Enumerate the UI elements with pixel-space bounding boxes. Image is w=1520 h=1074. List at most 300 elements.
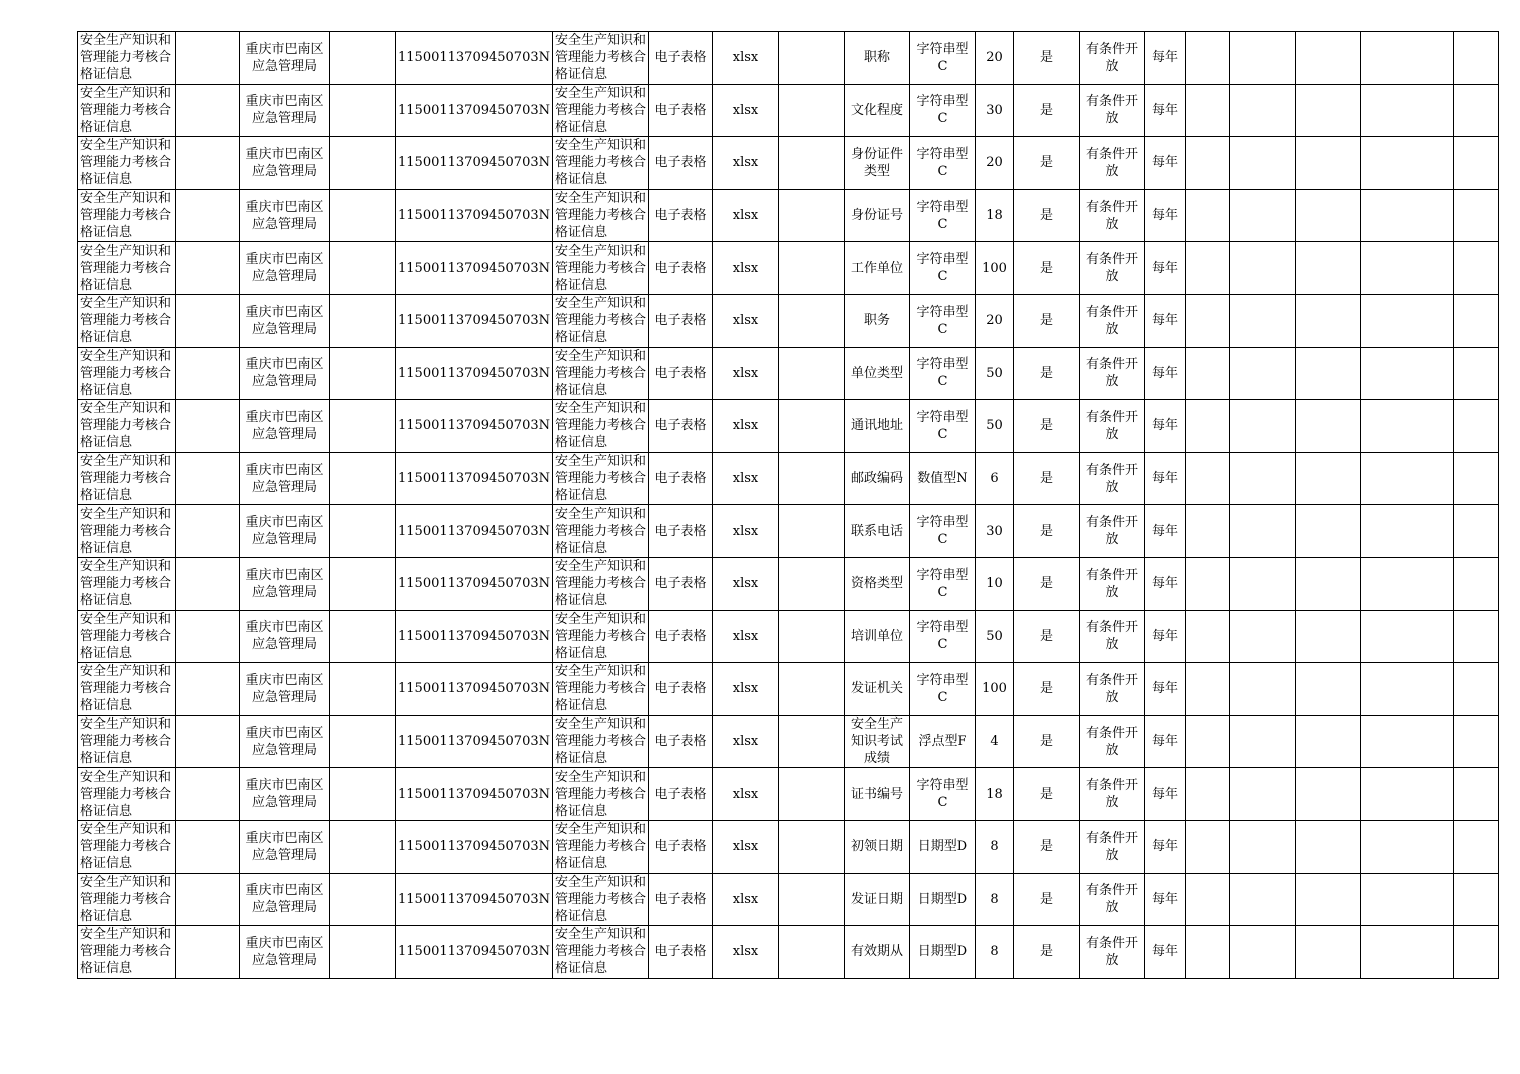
cell-empty	[778, 294, 844, 347]
cell-format: 电子表格	[648, 873, 712, 926]
cell-empty	[1185, 84, 1229, 137]
cell-empty	[778, 137, 844, 190]
cell-empty	[1453, 189, 1498, 242]
cell-update-frequency: 每年	[1144, 926, 1185, 979]
cell-update-frequency: 每年	[1144, 400, 1185, 453]
cell-open-type: 有条件开放	[1079, 557, 1144, 610]
cell-department: 重庆市巴南区应急管理局	[240, 715, 330, 768]
cell-empty	[778, 347, 844, 400]
cell-empty	[1295, 137, 1360, 190]
table-row	[78, 715, 1499, 768]
cell-field-name: 职务	[844, 294, 909, 347]
cell-empty	[1229, 715, 1295, 768]
cell-resource-name: 安全生产知识和管理能力考核合格证信息	[552, 294, 648, 347]
cell-extension: xlsx	[712, 294, 778, 347]
cell-org-code: 11500113709450703N	[396, 137, 553, 190]
cell-length: 10	[975, 557, 1013, 610]
cell-resource-name: 安全生产知识和管理能力考核合格证信息	[552, 242, 648, 295]
cell-data-type: 字符串型C	[909, 84, 975, 137]
cell-required: 是	[1013, 610, 1079, 663]
cell-info-item: 安全生产知识和管理能力考核合格证信息	[78, 84, 176, 137]
cell-field-name: 身份证号	[844, 189, 909, 242]
cell-empty	[330, 452, 396, 505]
cell-format: 电子表格	[648, 242, 712, 295]
cell-format: 电子表格	[648, 400, 712, 453]
cell-extension: xlsx	[712, 189, 778, 242]
cell-empty	[176, 32, 240, 85]
cell-empty	[1185, 294, 1229, 347]
cell-empty	[1453, 610, 1498, 663]
cell-field-name: 通讯地址	[844, 400, 909, 453]
cell-empty	[1229, 32, 1295, 85]
cell-empty	[778, 663, 844, 716]
cell-length: 100	[975, 663, 1013, 716]
cell-empty	[1453, 242, 1498, 295]
cell-empty	[1360, 32, 1453, 85]
cell-department: 重庆市巴南区应急管理局	[240, 189, 330, 242]
cell-open-type: 有条件开放	[1079, 768, 1144, 821]
cell-empty	[330, 820, 396, 873]
table-row	[78, 137, 1499, 190]
cell-update-frequency: 每年	[1144, 242, 1185, 295]
cell-length: 18	[975, 189, 1013, 242]
cell-empty	[778, 873, 844, 926]
cell-field-name: 身份证件类型	[844, 137, 909, 190]
cell-field-name: 培训单位	[844, 610, 909, 663]
cell-empty	[1185, 452, 1229, 505]
cell-empty	[1453, 926, 1498, 979]
cell-empty	[1453, 400, 1498, 453]
cell-info-item: 安全生产知识和管理能力考核合格证信息	[78, 452, 176, 505]
cell-empty	[176, 820, 240, 873]
cell-empty	[1360, 820, 1453, 873]
cell-open-type: 有条件开放	[1079, 873, 1144, 926]
cell-empty	[1453, 294, 1498, 347]
cell-empty	[778, 610, 844, 663]
cell-empty	[176, 452, 240, 505]
cell-length: 4	[975, 715, 1013, 768]
cell-empty	[1360, 400, 1453, 453]
cell-empty	[1185, 400, 1229, 453]
cell-department: 重庆市巴南区应急管理局	[240, 610, 330, 663]
cell-empty	[1185, 926, 1229, 979]
cell-required: 是	[1013, 768, 1079, 821]
cell-update-frequency: 每年	[1144, 32, 1185, 85]
cell-empty	[1229, 242, 1295, 295]
cell-empty	[1295, 820, 1360, 873]
cell-empty	[1453, 84, 1498, 137]
cell-empty	[1360, 294, 1453, 347]
cell-length: 30	[975, 505, 1013, 558]
cell-format: 电子表格	[648, 347, 712, 400]
cell-required: 是	[1013, 557, 1079, 610]
cell-empty	[176, 663, 240, 716]
cell-info-item: 安全生产知识和管理能力考核合格证信息	[78, 926, 176, 979]
cell-org-code: 11500113709450703N	[396, 452, 553, 505]
cell-empty	[330, 663, 396, 716]
table-row	[78, 189, 1499, 242]
cell-empty	[778, 557, 844, 610]
cell-info-item: 安全生产知识和管理能力考核合格证信息	[78, 557, 176, 610]
cell-empty	[330, 610, 396, 663]
cell-open-type: 有条件开放	[1079, 505, 1144, 558]
cell-field-name: 资格类型	[844, 557, 909, 610]
cell-field-name: 安全生产知识考试成绩	[844, 715, 909, 768]
cell-length: 8	[975, 820, 1013, 873]
cell-required: 是	[1013, 137, 1079, 190]
cell-empty	[1453, 347, 1498, 400]
cell-department: 重庆市巴南区应急管理局	[240, 926, 330, 979]
cell-empty	[1360, 610, 1453, 663]
cell-field-name: 邮政编码	[844, 452, 909, 505]
cell-empty	[1229, 610, 1295, 663]
cell-empty	[1295, 400, 1360, 453]
cell-empty	[176, 84, 240, 137]
cell-empty	[1185, 505, 1229, 558]
cell-org-code: 11500113709450703N	[396, 294, 553, 347]
cell-empty	[176, 557, 240, 610]
cell-open-type: 有条件开放	[1079, 84, 1144, 137]
cell-empty	[176, 347, 240, 400]
cell-department: 重庆市巴南区应急管理局	[240, 294, 330, 347]
cell-data-type: 字符串型C	[909, 663, 975, 716]
cell-field-name: 职称	[844, 32, 909, 85]
cell-extension: xlsx	[712, 242, 778, 295]
cell-data-type: 日期型D	[909, 873, 975, 926]
cell-org-code: 11500113709450703N	[396, 663, 553, 716]
table-body	[78, 32, 1499, 979]
cell-empty	[1229, 663, 1295, 716]
cell-empty	[1295, 189, 1360, 242]
cell-field-name: 文化程度	[844, 84, 909, 137]
cell-empty	[1295, 347, 1360, 400]
cell-empty	[330, 873, 396, 926]
cell-info-item: 安全生产知识和管理能力考核合格证信息	[78, 137, 176, 190]
cell-length: 8	[975, 873, 1013, 926]
cell-empty	[176, 242, 240, 295]
cell-format: 电子表格	[648, 926, 712, 979]
cell-extension: xlsx	[712, 505, 778, 558]
cell-empty	[330, 715, 396, 768]
cell-empty	[1453, 715, 1498, 768]
cell-required: 是	[1013, 452, 1079, 505]
cell-empty	[1295, 926, 1360, 979]
cell-empty	[778, 32, 844, 85]
cell-empty	[778, 926, 844, 979]
cell-empty	[1360, 189, 1453, 242]
cell-empty	[1295, 294, 1360, 347]
cell-required: 是	[1013, 400, 1079, 453]
cell-data-type: 日期型D	[909, 926, 975, 979]
cell-empty	[1229, 452, 1295, 505]
cell-org-code: 11500113709450703N	[396, 557, 553, 610]
cell-empty	[1453, 32, 1498, 85]
cell-open-type: 有条件开放	[1079, 32, 1144, 85]
cell-format: 电子表格	[648, 768, 712, 821]
cell-field-name: 发证机关	[844, 663, 909, 716]
cell-length: 8	[975, 926, 1013, 979]
cell-empty	[330, 557, 396, 610]
cell-required: 是	[1013, 663, 1079, 716]
cell-update-frequency: 每年	[1144, 84, 1185, 137]
cell-data-type: 字符串型C	[909, 400, 975, 453]
cell-org-code: 11500113709450703N	[396, 189, 553, 242]
cell-empty	[176, 873, 240, 926]
cell-update-frequency: 每年	[1144, 137, 1185, 190]
cell-empty	[1453, 505, 1498, 558]
cell-length: 20	[975, 32, 1013, 85]
cell-update-frequency: 每年	[1144, 820, 1185, 873]
cell-empty	[1453, 820, 1498, 873]
cell-open-type: 有条件开放	[1079, 189, 1144, 242]
table-row	[78, 452, 1499, 505]
cell-empty	[330, 137, 396, 190]
cell-empty	[1229, 84, 1295, 137]
table-row	[78, 610, 1499, 663]
cell-empty	[176, 189, 240, 242]
cell-update-frequency: 每年	[1144, 347, 1185, 400]
cell-department: 重庆市巴南区应急管理局	[240, 820, 330, 873]
cell-length: 100	[975, 242, 1013, 295]
cell-resource-name: 安全生产知识和管理能力考核合格证信息	[552, 557, 648, 610]
cell-format: 电子表格	[648, 452, 712, 505]
cell-extension: xlsx	[712, 400, 778, 453]
cell-info-item: 安全生产知识和管理能力考核合格证信息	[78, 347, 176, 400]
cell-field-name: 证书编号	[844, 768, 909, 821]
cell-info-item: 安全生产知识和管理能力考核合格证信息	[78, 294, 176, 347]
cell-required: 是	[1013, 189, 1079, 242]
cell-format: 电子表格	[648, 294, 712, 347]
cell-field-name: 初领日期	[844, 820, 909, 873]
cell-extension: xlsx	[712, 557, 778, 610]
cell-field-name: 单位类型	[844, 347, 909, 400]
cell-empty	[778, 820, 844, 873]
cell-empty	[1185, 610, 1229, 663]
cell-extension: xlsx	[712, 84, 778, 137]
cell-format: 电子表格	[648, 84, 712, 137]
cell-empty	[1360, 137, 1453, 190]
cell-empty	[330, 347, 396, 400]
cell-org-code: 11500113709450703N	[396, 400, 553, 453]
cell-org-code: 11500113709450703N	[396, 768, 553, 821]
table-row	[78, 768, 1499, 821]
cell-resource-name: 安全生产知识和管理能力考核合格证信息	[552, 347, 648, 400]
cell-format: 电子表格	[648, 189, 712, 242]
cell-length: 6	[975, 452, 1013, 505]
cell-empty	[1185, 189, 1229, 242]
table-row	[78, 400, 1499, 453]
cell-required: 是	[1013, 242, 1079, 295]
cell-open-type: 有条件开放	[1079, 610, 1144, 663]
cell-empty	[1360, 242, 1453, 295]
cell-extension: xlsx	[712, 347, 778, 400]
cell-data-type: 数值型N	[909, 452, 975, 505]
cell-org-code: 11500113709450703N	[396, 84, 553, 137]
cell-data-type: 浮点型F	[909, 715, 975, 768]
cell-resource-name: 安全生产知识和管理能力考核合格证信息	[552, 610, 648, 663]
cell-empty	[330, 505, 396, 558]
cell-data-type: 字符串型C	[909, 242, 975, 295]
table-row	[78, 926, 1499, 979]
cell-empty	[1229, 768, 1295, 821]
table-row	[78, 557, 1499, 610]
cell-data-type: 字符串型C	[909, 610, 975, 663]
cell-resource-name: 安全生产知识和管理能力考核合格证信息	[552, 452, 648, 505]
cell-empty	[1453, 768, 1498, 821]
cell-resource-name: 安全生产知识和管理能力考核合格证信息	[552, 715, 648, 768]
cell-empty	[1295, 610, 1360, 663]
cell-required: 是	[1013, 32, 1079, 85]
cell-open-type: 有条件开放	[1079, 715, 1144, 768]
cell-resource-name: 安全生产知识和管理能力考核合格证信息	[552, 768, 648, 821]
cell-empty	[1295, 32, 1360, 85]
cell-empty	[176, 610, 240, 663]
cell-format: 电子表格	[648, 663, 712, 716]
cell-open-type: 有条件开放	[1079, 294, 1144, 347]
cell-update-frequency: 每年	[1144, 715, 1185, 768]
cell-info-item: 安全生产知识和管理能力考核合格证信息	[78, 768, 176, 821]
cell-format: 电子表格	[648, 32, 712, 85]
cell-length: 30	[975, 84, 1013, 137]
cell-required: 是	[1013, 84, 1079, 137]
cell-info-item: 安全生产知识和管理能力考核合格证信息	[78, 400, 176, 453]
cell-empty	[330, 926, 396, 979]
cell-required: 是	[1013, 926, 1079, 979]
cell-empty	[1295, 768, 1360, 821]
cell-required: 是	[1013, 347, 1079, 400]
cell-empty	[330, 242, 396, 295]
cell-empty	[1360, 873, 1453, 926]
cell-update-frequency: 每年	[1144, 505, 1185, 558]
cell-empty	[330, 32, 396, 85]
cell-department: 重庆市巴南区应急管理局	[240, 32, 330, 85]
cell-open-type: 有条件开放	[1079, 242, 1144, 295]
cell-empty	[1295, 715, 1360, 768]
cell-update-frequency: 每年	[1144, 452, 1185, 505]
cell-empty	[1453, 663, 1498, 716]
cell-data-type: 字符串型C	[909, 768, 975, 821]
cell-org-code: 11500113709450703N	[396, 610, 553, 663]
cell-empty	[176, 768, 240, 821]
table-row	[78, 663, 1499, 716]
cell-empty	[1360, 347, 1453, 400]
cell-empty	[330, 294, 396, 347]
cell-empty	[1360, 557, 1453, 610]
cell-required: 是	[1013, 505, 1079, 558]
cell-org-code: 11500113709450703N	[396, 32, 553, 85]
cell-org-code: 11500113709450703N	[396, 926, 553, 979]
cell-empty	[1185, 873, 1229, 926]
cell-empty	[778, 715, 844, 768]
cell-info-item: 安全生产知识和管理能力考核合格证信息	[78, 505, 176, 558]
data-table	[77, 31, 1499, 979]
cell-empty	[1453, 873, 1498, 926]
cell-format: 电子表格	[648, 610, 712, 663]
cell-resource-name: 安全生产知识和管理能力考核合格证信息	[552, 926, 648, 979]
cell-length: 50	[975, 347, 1013, 400]
cell-empty	[1360, 663, 1453, 716]
cell-empty	[1295, 242, 1360, 295]
cell-format: 电子表格	[648, 137, 712, 190]
cell-extension: xlsx	[712, 715, 778, 768]
cell-extension: xlsx	[712, 926, 778, 979]
cell-empty	[330, 84, 396, 137]
cell-empty	[1360, 926, 1453, 979]
cell-extension: xlsx	[712, 137, 778, 190]
cell-extension: xlsx	[712, 452, 778, 505]
cell-update-frequency: 每年	[1144, 873, 1185, 926]
cell-extension: xlsx	[712, 663, 778, 716]
cell-data-type: 字符串型C	[909, 347, 975, 400]
cell-required: 是	[1013, 715, 1079, 768]
cell-data-type: 日期型D	[909, 820, 975, 873]
cell-resource-name: 安全生产知识和管理能力考核合格证信息	[552, 84, 648, 137]
cell-data-type: 字符串型C	[909, 505, 975, 558]
cell-length: 50	[975, 400, 1013, 453]
cell-empty	[1229, 557, 1295, 610]
cell-empty	[1295, 557, 1360, 610]
cell-department: 重庆市巴南区应急管理局	[240, 768, 330, 821]
table-row	[78, 84, 1499, 137]
cell-required: 是	[1013, 873, 1079, 926]
cell-org-code: 11500113709450703N	[396, 873, 553, 926]
cell-empty	[176, 505, 240, 558]
cell-org-code: 11500113709450703N	[396, 505, 553, 558]
cell-resource-name: 安全生产知识和管理能力考核合格证信息	[552, 32, 648, 85]
cell-empty	[330, 400, 396, 453]
cell-required: 是	[1013, 294, 1079, 347]
cell-empty	[1185, 663, 1229, 716]
cell-data-type: 字符串型C	[909, 294, 975, 347]
cell-empty	[1295, 452, 1360, 505]
cell-update-frequency: 每年	[1144, 557, 1185, 610]
cell-org-code: 11500113709450703N	[396, 820, 553, 873]
cell-empty	[778, 768, 844, 821]
cell-open-type: 有条件开放	[1079, 452, 1144, 505]
cell-info-item: 安全生产知识和管理能力考核合格证信息	[78, 189, 176, 242]
cell-open-type: 有条件开放	[1079, 926, 1144, 979]
cell-format: 电子表格	[648, 715, 712, 768]
cell-open-type: 有条件开放	[1079, 400, 1144, 453]
cell-field-name: 有效期从	[844, 926, 909, 979]
cell-info-item: 安全生产知识和管理能力考核合格证信息	[78, 820, 176, 873]
cell-empty	[778, 400, 844, 453]
cell-open-type: 有条件开放	[1079, 663, 1144, 716]
cell-length: 50	[975, 610, 1013, 663]
cell-length: 20	[975, 137, 1013, 190]
cell-extension: xlsx	[712, 32, 778, 85]
cell-empty	[1185, 768, 1229, 821]
cell-empty	[1185, 242, 1229, 295]
table-row	[78, 32, 1499, 85]
cell-empty	[778, 242, 844, 295]
cell-department: 重庆市巴南区应急管理局	[240, 557, 330, 610]
cell-extension: xlsx	[712, 820, 778, 873]
cell-empty	[1360, 452, 1453, 505]
cell-resource-name: 安全生产知识和管理能力考核合格证信息	[552, 137, 648, 190]
cell-empty	[1229, 505, 1295, 558]
cell-department: 重庆市巴南区应急管理局	[240, 242, 330, 295]
cell-empty	[1229, 347, 1295, 400]
cell-empty	[1295, 505, 1360, 558]
cell-empty	[176, 400, 240, 453]
cell-empty	[1185, 137, 1229, 190]
table-row	[78, 505, 1499, 558]
cell-empty	[1229, 294, 1295, 347]
cell-update-frequency: 每年	[1144, 768, 1185, 821]
cell-department: 重庆市巴南区应急管理局	[240, 400, 330, 453]
cell-empty	[778, 505, 844, 558]
